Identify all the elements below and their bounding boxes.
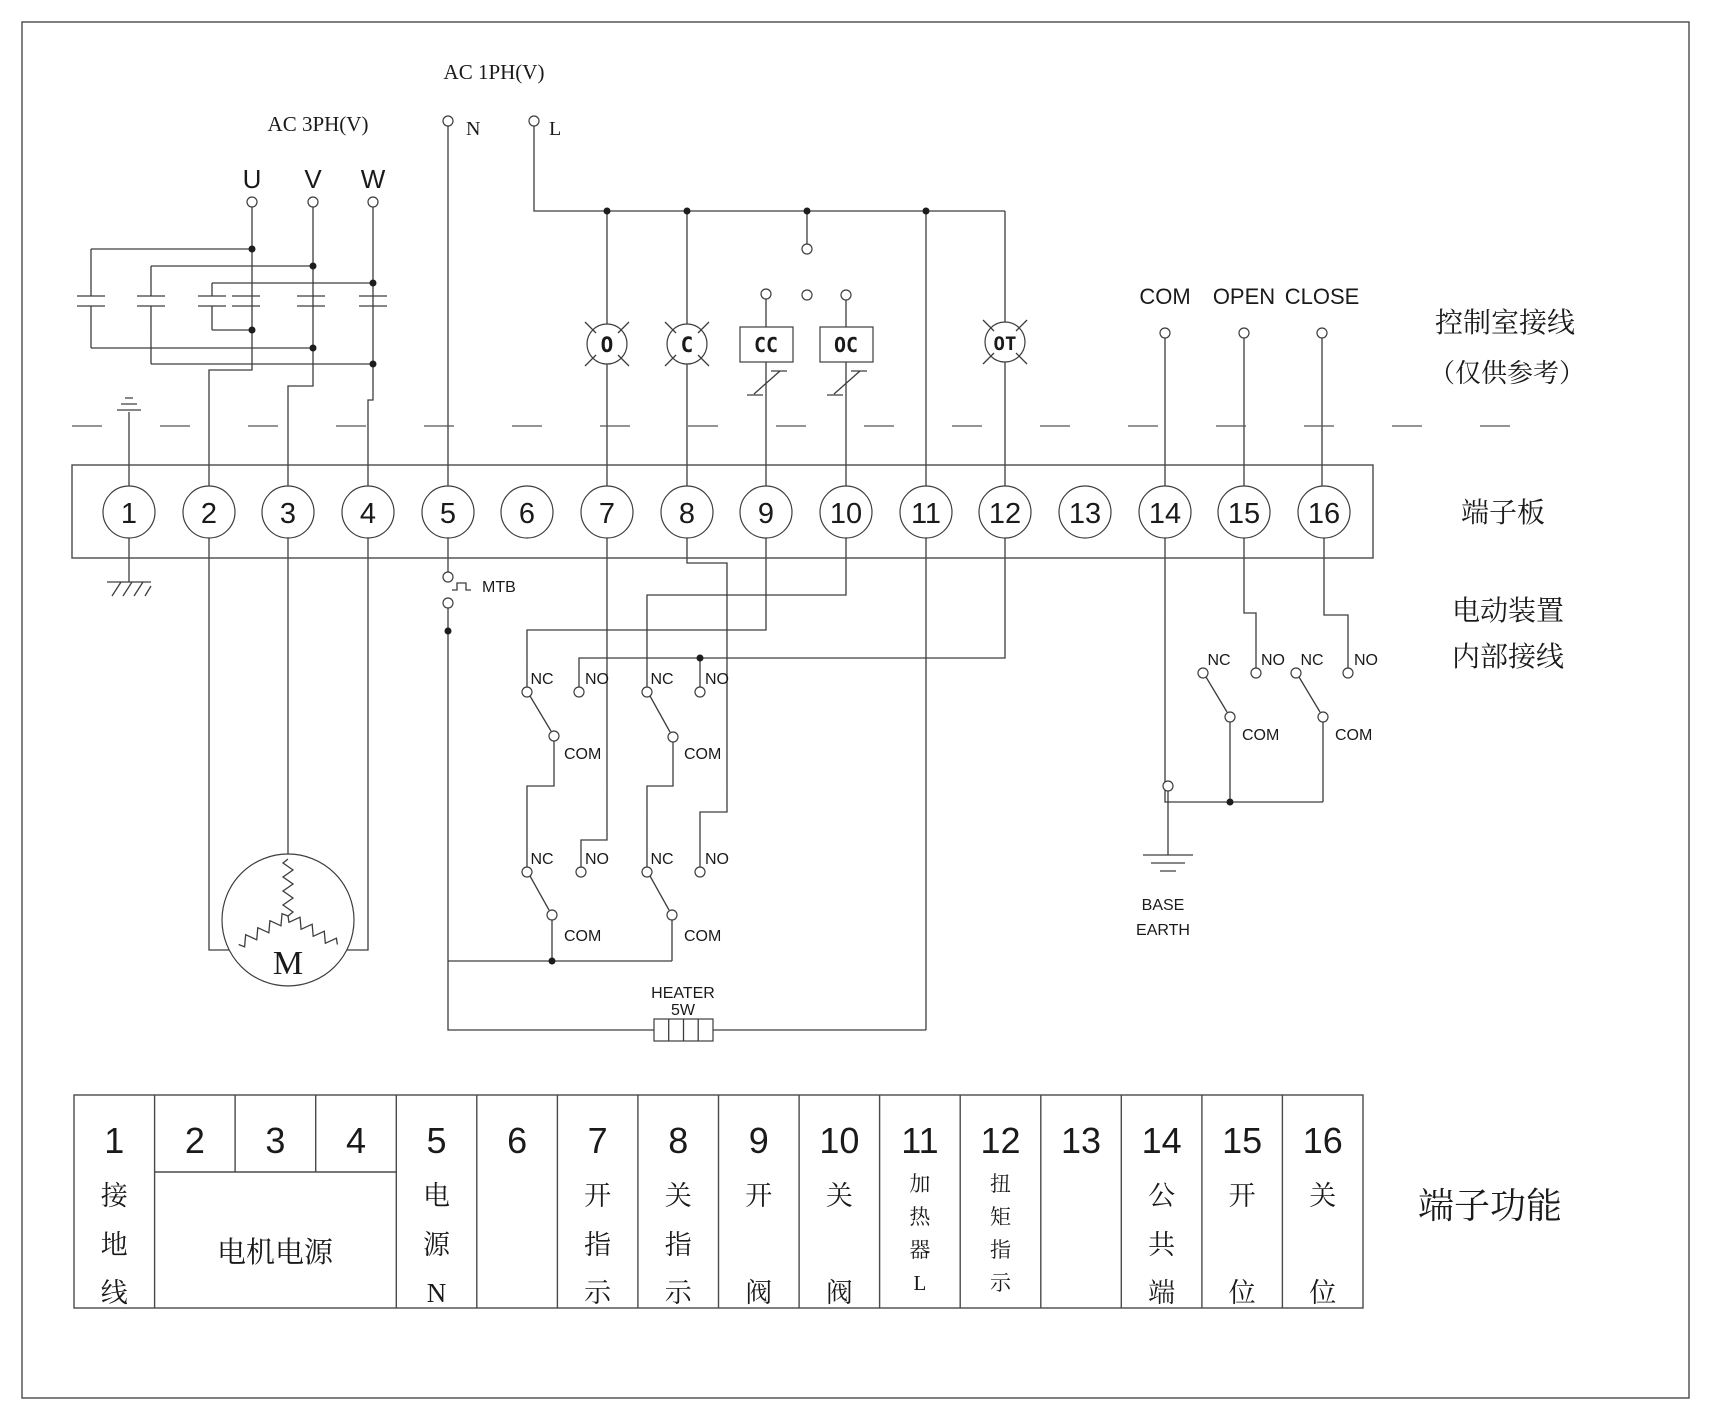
table-col-8-char-1: 关 bbox=[664, 1181, 692, 1211]
svg-text:COM: COM bbox=[564, 928, 602, 945]
table-col-number-7: 7 bbox=[587, 1120, 608, 1161]
svg-text:NC: NC bbox=[530, 851, 554, 868]
svg-text:NC: NC bbox=[530, 671, 554, 688]
table-col-number-6: 6 bbox=[507, 1120, 528, 1161]
terminal-16 bbox=[1298, 486, 1350, 538]
table-col-15-char-2: 位 bbox=[1228, 1278, 1256, 1308]
terminal-point-u bbox=[247, 197, 257, 207]
stop-contact-top bbox=[802, 244, 812, 254]
svg-text:NC: NC bbox=[1300, 652, 1324, 669]
terminal-10 bbox=[820, 486, 872, 538]
lamp-open-indicator bbox=[585, 322, 629, 366]
terminal-number-4: 4 bbox=[359, 498, 377, 530]
terminal-number-5: 5 bbox=[439, 498, 457, 530]
terminal-point-w bbox=[368, 197, 378, 207]
heater-label: HEATER bbox=[651, 985, 715, 1002]
terminal-number-11: 11 bbox=[910, 498, 942, 530]
table-col-10 bbox=[819, 1120, 859, 1308]
junction-dots bbox=[249, 208, 1234, 965]
terminal-6 bbox=[501, 486, 553, 538]
table-col-11-char-3: 器 bbox=[909, 1238, 931, 1262]
table-col-5 bbox=[423, 1120, 451, 1308]
table-col-1 bbox=[101, 1120, 129, 1308]
com-point bbox=[1160, 328, 1170, 338]
neutral-label: N bbox=[466, 118, 481, 140]
terminal-board-label: 端子板 bbox=[1460, 498, 1546, 529]
terminal-number-16: 16 bbox=[1307, 498, 1341, 530]
table-col-1-char-1: 接 bbox=[100, 1181, 128, 1211]
terminal-13 bbox=[1059, 486, 1111, 538]
com-label: COM bbox=[1139, 284, 1191, 309]
table-col-12-char-1: 扭 bbox=[989, 1172, 1011, 1196]
table-col-11-char-1: 加 bbox=[909, 1172, 931, 1196]
base-earth-label-1: BASE bbox=[1141, 897, 1185, 914]
table-col-10-char-2: 阀 bbox=[825, 1278, 853, 1308]
table-col-14 bbox=[1142, 1120, 1182, 1308]
table-col-14-char-1: 公 bbox=[1148, 1181, 1176, 1211]
table-col-number-16: 16 bbox=[1302, 1120, 1343, 1161]
lamp-close-label: C bbox=[680, 333, 694, 357]
table-col-2 bbox=[185, 1120, 205, 1161]
phase-v-label: V bbox=[304, 164, 322, 194]
table-col-16 bbox=[1303, 1120, 1343, 1308]
motor-label: M bbox=[272, 945, 304, 982]
terminal-7 bbox=[581, 486, 633, 538]
table-col-7-char-2: 指 bbox=[584, 1230, 612, 1260]
phase-u-label: U bbox=[242, 164, 262, 194]
terminal-number-9: 9 bbox=[757, 498, 775, 530]
table-col-5-char-1: 电 bbox=[423, 1181, 451, 1211]
close-label: CLOSE bbox=[1284, 284, 1360, 309]
table-col-15 bbox=[1222, 1120, 1262, 1308]
svg-text:NC: NC bbox=[650, 671, 674, 688]
svg-text:COM: COM bbox=[1242, 727, 1280, 744]
motor-power-cell: 电机电源 bbox=[216, 1237, 334, 1269]
terminal-number-10: 10 bbox=[829, 498, 863, 530]
table-col-number-10: 10 bbox=[819, 1120, 860, 1161]
terminal-3 bbox=[262, 486, 314, 538]
svg-text:NC: NC bbox=[650, 851, 674, 868]
table-col-6 bbox=[507, 1120, 527, 1161]
table-col-number-9: 9 bbox=[748, 1120, 769, 1161]
table-col-9-char-2: 阀 bbox=[745, 1278, 773, 1308]
terminal-number-1: 1 bbox=[120, 498, 138, 530]
table-col-16-char-2: 位 bbox=[1309, 1278, 1337, 1308]
control-room-note-2: （仅供参考） bbox=[1428, 359, 1586, 388]
mtb-contact-top bbox=[443, 572, 453, 582]
terminal-number-6: 6 bbox=[518, 498, 536, 530]
open-label: OPEN bbox=[1212, 284, 1276, 309]
lamp-torque-label: OT bbox=[993, 333, 1017, 355]
open-point bbox=[1239, 328, 1249, 338]
svg-text:NO: NO bbox=[585, 671, 609, 688]
table-col-10-char-1: 关 bbox=[825, 1181, 853, 1211]
table-col-number-1: 1 bbox=[104, 1120, 125, 1161]
table-col-number-8: 8 bbox=[668, 1120, 689, 1161]
lamp-close-indicator bbox=[665, 322, 709, 366]
table-col-7 bbox=[584, 1120, 612, 1308]
terminal-number-7: 7 bbox=[598, 498, 616, 530]
terminal-row bbox=[103, 486, 1350, 538]
table-col-number-3: 3 bbox=[265, 1120, 286, 1161]
table-col-14-char-3: 端 bbox=[1148, 1278, 1176, 1308]
actuator-label-2: 内部接线 bbox=[1451, 642, 1565, 673]
ac3ph-label: AC 3PH(V) bbox=[267, 112, 369, 136]
terminal-1 bbox=[103, 486, 155, 538]
table-col-5-char-3: N bbox=[426, 1278, 447, 1308]
terminal-15 bbox=[1218, 486, 1270, 538]
svg-text:COM: COM bbox=[564, 746, 602, 763]
table-col-number-14: 14 bbox=[1141, 1120, 1182, 1161]
table-col-number-2: 2 bbox=[184, 1120, 205, 1161]
open-coil bbox=[820, 327, 873, 362]
terminal-number-8: 8 bbox=[678, 498, 696, 530]
table-col-number-4: 4 bbox=[345, 1120, 366, 1161]
phase-w-label: W bbox=[360, 164, 386, 194]
terminal-number-14: 14 bbox=[1148, 498, 1182, 530]
svg-text:NO: NO bbox=[705, 671, 729, 688]
terminal-point-l bbox=[529, 116, 539, 126]
svg-text:NC: NC bbox=[1207, 652, 1231, 669]
actuator-label-1: 电动装置 bbox=[1451, 596, 1565, 627]
lamp-open-label: O bbox=[600, 333, 614, 357]
table-col-4 bbox=[346, 1120, 366, 1161]
stop-contact-bottom bbox=[802, 290, 812, 300]
terminal-number-3: 3 bbox=[279, 498, 297, 530]
oc-button-point bbox=[841, 290, 851, 300]
terminal-9 bbox=[740, 486, 792, 538]
table-col-7-char-3: 示 bbox=[584, 1278, 612, 1308]
table-col-12-char-3: 指 bbox=[989, 1238, 1011, 1262]
terminal-14 bbox=[1139, 486, 1191, 538]
control-room-note-1: 控制室接线 bbox=[1434, 308, 1576, 339]
table-col-11-char-4: L bbox=[913, 1271, 927, 1295]
terminal-number-15: 15 bbox=[1227, 498, 1261, 530]
table-col-11 bbox=[901, 1120, 938, 1295]
table-col-number-5: 5 bbox=[426, 1120, 447, 1161]
table-col-1-char-3: 线 bbox=[100, 1278, 128, 1308]
table-col-12-char-4: 示 bbox=[989, 1271, 1011, 1295]
table-col-15-char-1: 开 bbox=[1228, 1181, 1256, 1211]
table-col-13 bbox=[1061, 1120, 1101, 1161]
table-col-8-char-2: 指 bbox=[664, 1230, 692, 1260]
switch-labels bbox=[530, 652, 1378, 945]
svg-text:COM: COM bbox=[684, 928, 722, 945]
function-table-label: 端子功能 bbox=[1417, 1186, 1563, 1226]
terminal-12 bbox=[979, 486, 1031, 538]
close-coil-label: CC bbox=[753, 333, 779, 357]
table-col-3 bbox=[265, 1120, 285, 1161]
table-col-number-11: 11 bbox=[901, 1120, 939, 1161]
svg-text:NO: NO bbox=[585, 851, 609, 868]
function-table bbox=[74, 1095, 1363, 1308]
table-col-12-char-2: 矩 bbox=[989, 1205, 1011, 1229]
terminal-2 bbox=[183, 486, 235, 538]
svg-text:COM: COM bbox=[684, 746, 722, 763]
base-earth-label-2: EARTH bbox=[1136, 922, 1190, 939]
terminal-number-2: 2 bbox=[200, 498, 218, 530]
terminal-number-13: 13 bbox=[1068, 498, 1102, 530]
table-col-1-char-2: 地 bbox=[100, 1230, 128, 1260]
terminal-number-12: 12 bbox=[988, 498, 1022, 530]
table-col-9-char-1: 开 bbox=[745, 1181, 773, 1211]
table-col-14-char-2: 共 bbox=[1148, 1230, 1176, 1260]
heater-power-label: 5W bbox=[671, 1002, 695, 1019]
terminal-point-v bbox=[308, 197, 318, 207]
heater bbox=[651, 985, 715, 1041]
table-col-number-15: 15 bbox=[1222, 1120, 1263, 1161]
lamp-torque-indicator bbox=[983, 320, 1027, 364]
terminal-8 bbox=[661, 486, 713, 538]
table-col-8 bbox=[665, 1120, 693, 1308]
table-col-number-13: 13 bbox=[1061, 1120, 1102, 1161]
mtb-label: MTB bbox=[482, 579, 516, 596]
motor bbox=[222, 854, 354, 986]
terminal-5 bbox=[422, 486, 474, 538]
base-earth-point bbox=[1163, 781, 1173, 791]
table-col-5-char-2: 源 bbox=[423, 1230, 451, 1260]
line-label: L bbox=[549, 118, 562, 140]
table-col-12 bbox=[980, 1120, 1020, 1295]
table-col-11-char-2: 热 bbox=[909, 1205, 931, 1229]
svg-text:COM: COM bbox=[1335, 727, 1373, 744]
svg-text:NO: NO bbox=[705, 851, 729, 868]
table-col-16-char-1: 关 bbox=[1309, 1181, 1337, 1211]
open-coil-label: OC bbox=[833, 333, 859, 357]
mtb-contact-bottom bbox=[443, 598, 453, 608]
table-col-8-char-3: 示 bbox=[664, 1278, 692, 1308]
svg-text:NO: NO bbox=[1354, 652, 1378, 669]
terminal-point-n bbox=[443, 116, 453, 126]
close-coil bbox=[740, 327, 793, 362]
cc-button-point bbox=[761, 289, 771, 299]
table-col-7-char-1: 开 bbox=[584, 1181, 612, 1211]
table-col-number-12: 12 bbox=[980, 1120, 1021, 1161]
terminal-4 bbox=[342, 486, 394, 538]
ac1ph-label: AC 1PH(V) bbox=[443, 60, 545, 84]
table-col-9 bbox=[745, 1120, 772, 1308]
svg-text:NO: NO bbox=[1261, 652, 1285, 669]
terminal-11 bbox=[900, 486, 952, 538]
close-point bbox=[1317, 328, 1327, 338]
